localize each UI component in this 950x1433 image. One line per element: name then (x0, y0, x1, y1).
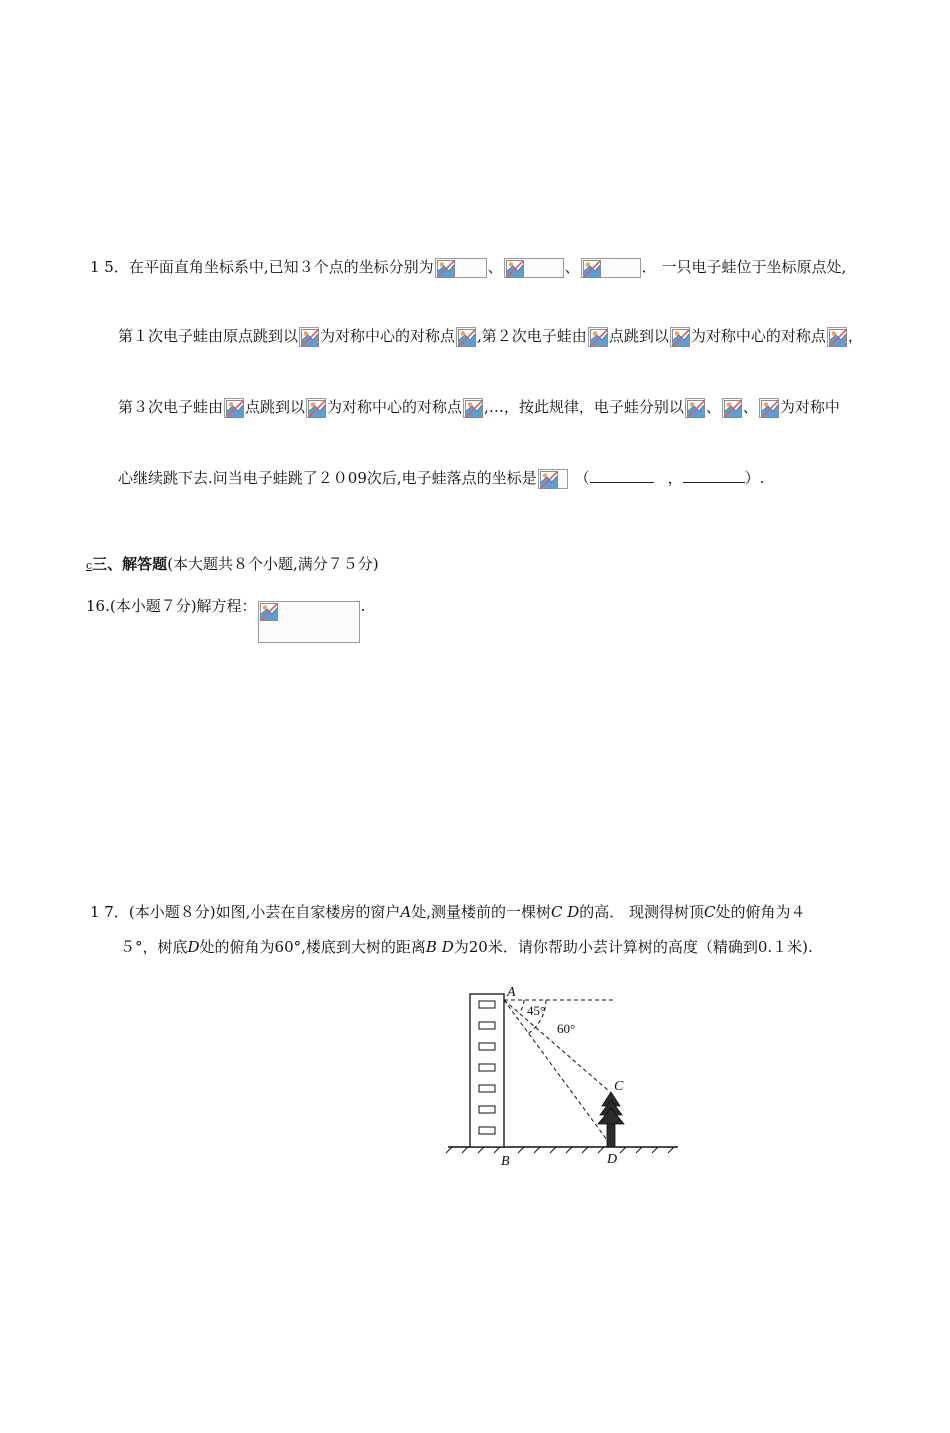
sightline-to-c (504, 1000, 610, 1092)
broken-image-icon (685, 398, 705, 418)
broken-image-icon (759, 398, 779, 418)
broken-image-icon (581, 258, 641, 278)
angle-label-45: 45° (527, 1003, 546, 1018)
answer-blank-x[interactable] (590, 468, 654, 483)
q15-line-4: 心继续跳下去.问当电子蛙跳了２０09次后,电子蛙落点的坐标是 （ ， ）. (118, 469, 765, 487)
q17-line-1: 1 7．(本小题８分)如图,小芸在自家楼房的窗户A处,测量楼前的一棵树C D的高． 现测得树顶C处的俯角为４ (90, 903, 806, 921)
section-marker: c (86, 559, 93, 572)
broken-image-icon (538, 469, 568, 489)
q16-text: 16.(本小题７分)解方程： (86, 597, 257, 615)
point-label-c: C (614, 1079, 624, 1094)
section-subtitle: (本大题共８个小题,满分７５分) (167, 555, 379, 573)
tree (598, 1092, 624, 1147)
broken-image-icon (827, 327, 847, 347)
broken-image-icon (463, 398, 483, 418)
geometry-figure (440, 982, 690, 1172)
q15-number: 1 5． (90, 258, 129, 276)
answer-blank-y[interactable] (683, 468, 745, 483)
broken-image-icon (435, 258, 487, 278)
point-label-d: D (607, 1152, 618, 1167)
broken-image-icon (588, 327, 608, 347)
q17-number: 1 7． (90, 903, 129, 921)
q15-line-3: 第３次电子蛙由 点跳到以 为对称中心的对称点 ,…，按此规律，电子蛙分别以 、 、 为对称中 (118, 398, 840, 416)
q15-text: 在平面直角坐标系中,已知３个点的坐标分别为 (128, 258, 434, 276)
point-label-a: A (507, 985, 516, 1000)
angle-arc-45 (519, 1000, 524, 1013)
broken-image-icon (722, 398, 742, 418)
broken-image-icon (670, 327, 690, 347)
section-heading (86, 554, 379, 576)
q15-line-2: 第１次电子蛙由原点跳到以 为对称中心的对称点 ,第２次电子蛙由 点跳到以 为对称中心的对称点 ， (118, 327, 863, 345)
q15-line-1: 1 5．在平面直角坐标系中,已知３个点的坐标分别为 、 、 ． 一只电子蛙位于坐标原点处, (90, 258, 847, 276)
equation-image-icon (258, 601, 360, 643)
point-label-b: B (501, 1154, 510, 1169)
broken-image-icon (224, 398, 244, 418)
broken-image-icon (306, 398, 326, 418)
angle-label-60: 60° (557, 1021, 576, 1036)
broken-image-icon (299, 327, 319, 347)
q15-text: ． 一只电子蛙位于坐标原点处, (641, 258, 847, 276)
broken-image-icon (456, 327, 476, 347)
section-title: 三、解答题 (92, 555, 168, 573)
q16: 16.(本小题７分)解方程： . (86, 596, 365, 643)
q17-line-2: ５°，树底D处的俯角为60°,楼底到大树的距离B D为20米．请你帮助小芸计算树的高度（精确到0.１米). (120, 938, 813, 956)
ground-hatching (446, 1147, 674, 1153)
broken-image-icon (504, 258, 564, 278)
